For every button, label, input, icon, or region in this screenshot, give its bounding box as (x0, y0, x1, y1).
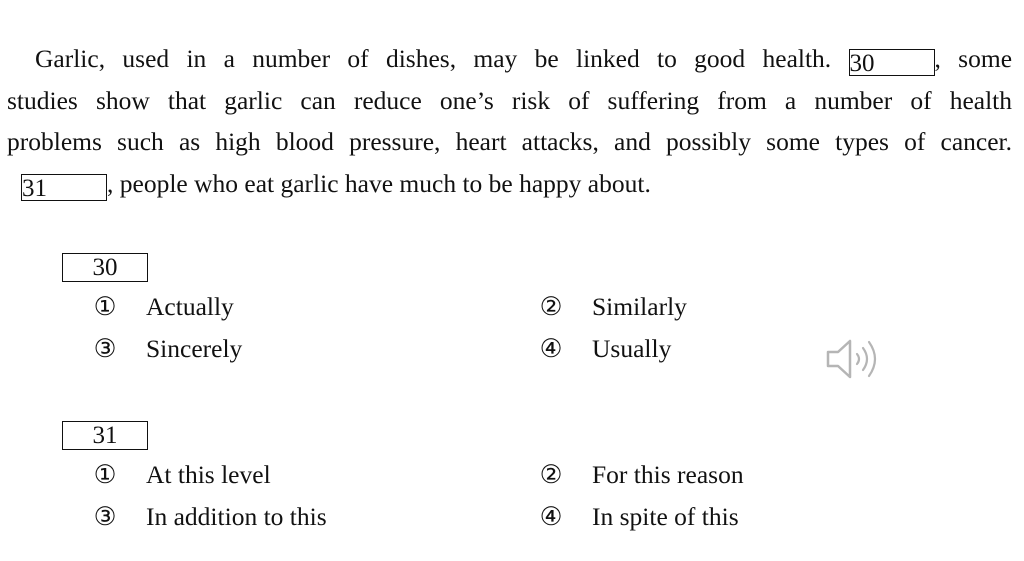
blank-30: 30 (849, 49, 935, 76)
option-marker: ② (539, 460, 563, 489)
passage-text: , people who eat garlic have much to be happy about. (107, 168, 651, 198)
question-31-label: 31 (62, 421, 148, 450)
option-text: Usually (592, 334, 672, 363)
passage-text: Garlic, used in a number of dishes, may be linked to good health. (35, 44, 832, 73)
option-marker: ① (93, 292, 117, 321)
option-marker: ② (539, 292, 563, 321)
q30-option-1[interactable] (78, 292, 234, 322)
option-text: For this reason (592, 460, 744, 489)
option-marker: ① (93, 460, 117, 489)
q31-option-2[interactable] (524, 460, 744, 490)
q30-option-2[interactable] (524, 292, 687, 322)
q30-option-3[interactable] (78, 334, 242, 364)
option-marker: ④ (539, 502, 563, 531)
option-text: Actually (146, 292, 234, 321)
blank-31: 31 (21, 174, 107, 201)
passage (7, 38, 1012, 204)
option-marker: ④ (539, 334, 563, 363)
q31-option-1[interactable] (78, 460, 271, 490)
q31-option-3[interactable] (78, 502, 327, 532)
option-marker: ③ (93, 502, 117, 531)
option-text: In spite of this (592, 502, 739, 531)
option-marker: ③ (93, 334, 117, 363)
passage-text: , some (934, 44, 1013, 73)
passage-line-4 (7, 163, 1012, 205)
q30-option-4[interactable] (524, 334, 671, 364)
option-text: In addition to this (146, 502, 327, 531)
question-30-label: 30 (62, 253, 148, 282)
speaker-icon[interactable] (822, 335, 886, 383)
passage-line-2: studies show that garlic can reduce one’s risk of suffering from a number of health (7, 85, 1012, 115)
passage-line-1 (7, 38, 1012, 80)
passage-line-3: problems such as high blood pressure, heart attacks, and possibly some types of cancer. (7, 127, 1012, 156)
option-text: At this level (146, 460, 271, 489)
q31-option-4[interactable] (524, 502, 739, 532)
option-text: Sincerely (146, 334, 243, 363)
option-text: Similarly (592, 292, 687, 321)
